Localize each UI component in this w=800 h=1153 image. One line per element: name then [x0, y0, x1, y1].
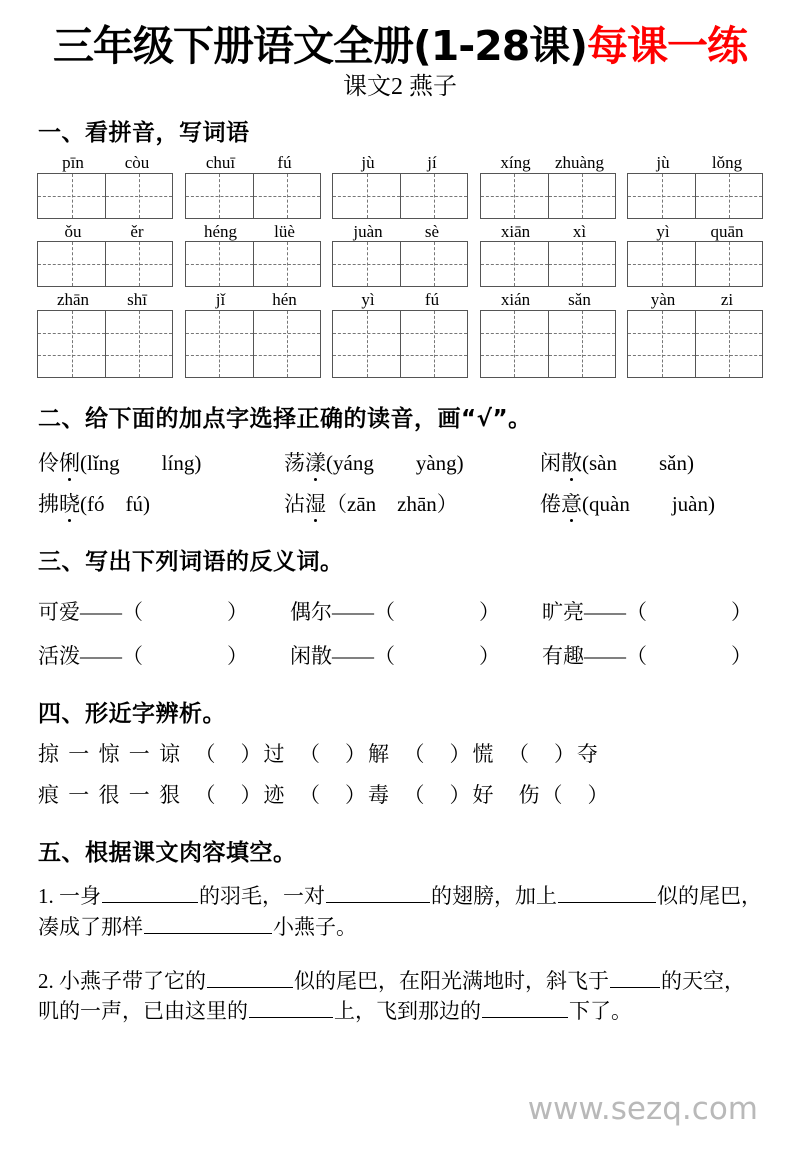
dotted-char: 晓: [59, 492, 80, 517]
pinyin-grid-group: [38, 290, 172, 378]
section-5-heading: 五、根据课文肉容填空。: [38, 840, 297, 867]
pinyin-pair: [38, 290, 172, 310]
choice-options[interactable]: （zān zhān）: [326, 492, 458, 517]
pinyin-grid-group: [333, 222, 467, 288]
pronunciation-choice-item[interactable]: [284, 492, 540, 517]
pinyin-text: jù: [656, 153, 670, 173]
pinyin-grid-group: [628, 153, 762, 219]
pinyin-text: zhuàng: [554, 153, 605, 173]
q2-text-4: 上，飞到那边的: [334, 999, 481, 1024]
writing-box[interactable]: [695, 174, 762, 218]
pinyin-pair: [333, 222, 467, 242]
q1-text-3: 的翅膀，加上: [431, 884, 557, 909]
writing-box[interactable]: [400, 311, 467, 377]
word-prefix: 闲: [540, 451, 561, 476]
pinyin-text: héng: [203, 221, 238, 241]
pinyin-text: yì: [656, 221, 670, 241]
title-black-text: 三年级下册语文全册(1-28课): [52, 22, 588, 70]
writing-box-pair[interactable]: [480, 310, 616, 378]
similar-char-line[interactable]: 痕 一 很 一 狠 （ ）迹 （ ）毒 （ ）好 伤（ ）: [38, 782, 611, 807]
section-1-heading: 一、看拼音，写词语: [38, 120, 250, 147]
writing-box[interactable]: [186, 242, 253, 286]
antonym-item[interactable]: 活泼——（ ）: [38, 643, 248, 668]
pinyin-grid-row: [38, 222, 762, 288]
dotted-char: 散: [561, 451, 582, 476]
writing-box-pair[interactable]: [37, 173, 173, 219]
pinyin-pair: [628, 153, 762, 173]
choice-options[interactable]: (fó fú): [80, 492, 150, 517]
q2-text-2: 似的尾巴，在阳光满地时，斜飞于: [294, 969, 609, 994]
pinyin-text: jù: [361, 153, 375, 173]
pronunciation-choice-item[interactable]: [540, 451, 694, 476]
pinyin-text: xiān: [500, 221, 531, 241]
pinyin-pair: [333, 153, 467, 173]
blank-field[interactable]: [102, 882, 198, 903]
pinyin-text: còu: [124, 153, 150, 173]
word-prefix: 拂: [38, 492, 59, 517]
blank-field[interactable]: [144, 913, 272, 934]
pinyin-pair: [186, 290, 320, 310]
pronunciation-choice-item[interactable]: [540, 492, 715, 517]
pinyin-text: ěr: [130, 221, 144, 241]
page-subtitle: 课文2 燕子: [343, 74, 457, 101]
writing-box-pair[interactable]: [37, 310, 173, 378]
pinyin-pair: [481, 222, 615, 242]
section-3-heading: 三、写出下列词语的反义词。: [38, 549, 344, 576]
writing-box[interactable]: [400, 242, 467, 286]
writing-box[interactable]: [105, 242, 172, 286]
pinyin-text: xíng: [500, 153, 531, 173]
writing-box-pair[interactable]: [627, 241, 763, 287]
writing-box-pair[interactable]: [37, 241, 173, 287]
pinyin-grid-group: [628, 222, 762, 288]
writing-box[interactable]: [333, 311, 400, 377]
blank-field[interactable]: [326, 882, 430, 903]
pinyin-grid-group: [333, 290, 467, 378]
writing-box[interactable]: [400, 174, 467, 218]
writing-box[interactable]: [38, 174, 105, 218]
pinyin-grid-group: [186, 222, 320, 288]
page-title: [38, 22, 762, 70]
pinyin-grid-group: [38, 153, 172, 219]
word-prefix: 荡: [284, 451, 305, 476]
writing-box-pair[interactable]: [332, 241, 468, 287]
pinyin-text: ǒu: [64, 221, 82, 241]
section-2-line: [38, 451, 762, 476]
choice-options[interactable]: (lǐng líng): [80, 451, 202, 476]
pronunciation-choice-item[interactable]: [284, 451, 540, 476]
antonym-item[interactable]: 有趣——（ ）: [542, 643, 752, 668]
word-prefix: 伶: [38, 451, 59, 476]
writing-box[interactable]: [186, 311, 253, 377]
pinyin-grid-row: [38, 153, 762, 219]
pinyin-text: xì: [572, 221, 587, 241]
dotted-char: 意: [561, 492, 582, 517]
word-prefix: 倦: [540, 492, 561, 517]
pinyin-pair: [333, 290, 467, 310]
writing-box-pair[interactable]: [185, 310, 321, 378]
pinyin-text: hén: [272, 290, 297, 310]
writing-box[interactable]: [695, 242, 762, 286]
choice-options[interactable]: (quàn juàn): [582, 492, 715, 517]
writing-box-pair[interactable]: [627, 173, 763, 219]
pinyin-grid-row: [38, 290, 762, 378]
pinyin-grid-group: [38, 222, 172, 288]
blank-field[interactable]: [558, 882, 656, 903]
pinyin-pair: [186, 222, 320, 242]
antonym-item[interactable]: 可爱——（ ）: [38, 600, 248, 625]
pinyin-text: xián: [500, 290, 531, 310]
pinyin-text: sè: [424, 221, 440, 241]
pinyin-text: zi: [720, 290, 734, 310]
fill-blank-question-2[interactable]: [38, 966, 762, 1027]
pinyin-grid-group: [186, 153, 320, 219]
blank-field[interactable]: [207, 967, 293, 988]
pinyin-text: yàn: [650, 290, 676, 310]
pinyin-text: fú: [424, 290, 440, 310]
fill-blank-question-1[interactable]: [38, 881, 762, 942]
site-watermark: www.sezq.com: [527, 1091, 758, 1127]
pinyin-pair: [38, 153, 172, 173]
writing-box[interactable]: [253, 311, 320, 377]
pinyin-grid-group: [481, 222, 615, 288]
writing-box[interactable]: [253, 174, 320, 218]
blank-field[interactable]: [610, 967, 660, 988]
pinyin-text: zhān: [56, 290, 90, 310]
word-prefix: 沾: [284, 492, 305, 517]
pinyin-grid-group: [186, 290, 320, 378]
pinyin-text: yì: [361, 290, 375, 310]
pinyin-pair: [628, 222, 762, 242]
pinyin-pair: [481, 153, 615, 173]
antonym-item[interactable]: 旷亮——（ ）: [542, 600, 752, 625]
worksheet-page: [0, 22, 800, 1153]
writing-box-pair[interactable]: [332, 310, 468, 378]
writing-box[interactable]: [481, 311, 548, 377]
pinyin-text: quān: [710, 221, 744, 241]
choice-options[interactable]: (sàn sǎn): [582, 451, 694, 476]
writing-box[interactable]: [548, 242, 615, 286]
pinyin-grid-group: [481, 153, 615, 219]
pinyin-text: jǐ: [215, 290, 226, 310]
pinyin-text: shī: [127, 290, 147, 310]
pinyin-grid-group: [481, 290, 615, 378]
pinyin-text: juàn: [353, 221, 383, 241]
choice-options[interactable]: (yáng yàng): [326, 451, 464, 476]
pinyin-text: lüè: [274, 221, 295, 241]
section-4-heading: 四、形近字辨析。: [38, 700, 226, 727]
pinyin-text: fú: [277, 153, 292, 173]
q1-text-4: 似的尾巴，凑成了那样: [38, 884, 762, 939]
writing-box[interactable]: [333, 174, 400, 218]
pinyin-pair: [628, 290, 762, 310]
writing-box-pair[interactable]: [332, 173, 468, 219]
q2-text-1: 2. 小燕子带了它的: [38, 969, 206, 994]
pronunciation-choice-item[interactable]: [38, 492, 284, 517]
writing-box[interactable]: [628, 242, 695, 286]
q1-text-2: 的羽毛，一对: [199, 884, 325, 909]
q1-text-1: 1. 一身: [38, 884, 101, 909]
writing-box[interactable]: [481, 242, 548, 286]
writing-box[interactable]: [186, 174, 253, 218]
q1-text-5: 小燕子。: [273, 914, 357, 939]
pinyin-text: pīn: [62, 153, 84, 173]
pinyin-text: sǎn: [568, 290, 591, 310]
antonym-item[interactable]: 闲散——（ ）: [290, 643, 500, 668]
section-3-line: [38, 644, 762, 669]
writing-box[interactable]: [253, 242, 320, 286]
blank-field[interactable]: [249, 998, 333, 1019]
pinyin-pair: [481, 290, 615, 310]
q2-text-5: 下了。: [569, 999, 632, 1024]
pinyin-grid-group: [628, 290, 762, 378]
writing-box-pair[interactable]: [480, 173, 616, 219]
writing-box[interactable]: [695, 311, 762, 377]
writing-box[interactable]: [38, 311, 105, 377]
writing-box-pair[interactable]: [185, 241, 321, 287]
pinyin-pair: [186, 153, 320, 173]
q2-text-3: 的天空，叽的一声，已由这里的: [38, 969, 745, 1024]
blank-field[interactable]: [482, 998, 568, 1019]
similar-char-line[interactable]: 掠 一 惊 一 谅 （ ）过 （ ）解 （ ）慌 （ ）夺: [38, 741, 600, 766]
writing-box-pair[interactable]: [185, 173, 321, 219]
dotted-char: 漾: [305, 451, 326, 476]
pinyin-grid-group: [333, 153, 467, 219]
writing-box-pair[interactable]: [480, 241, 616, 287]
writing-box[interactable]: [548, 174, 615, 218]
writing-box[interactable]: [105, 174, 172, 218]
pinyin-grid-block: [38, 153, 762, 378]
section-2-line: [38, 492, 762, 517]
writing-box[interactable]: [333, 242, 400, 286]
section-3-line: [38, 600, 762, 625]
writing-box-pair[interactable]: [627, 310, 763, 378]
pinyin-text: jí: [427, 153, 437, 173]
writing-box[interactable]: [38, 242, 105, 286]
writing-box[interactable]: [481, 174, 548, 218]
pronunciation-choice-item[interactable]: [38, 451, 284, 476]
pinyin-text: lǒng: [711, 153, 743, 173]
pinyin-pair: [38, 222, 172, 242]
pinyin-text: chuī: [205, 153, 236, 173]
section-2-heading: 二、给下面的加点字选择正确的读音，画“√”。: [38, 406, 532, 433]
dotted-char: 俐: [59, 451, 80, 476]
title-red-text: 每课一练: [587, 22, 748, 70]
writing-box[interactable]: [628, 311, 695, 377]
dotted-char: 湿: [305, 492, 326, 517]
antonym-item[interactable]: 偶尔——（ ）: [290, 600, 500, 625]
writing-box[interactable]: [628, 174, 695, 218]
writing-box[interactable]: [548, 311, 615, 377]
writing-box[interactable]: [105, 311, 172, 377]
